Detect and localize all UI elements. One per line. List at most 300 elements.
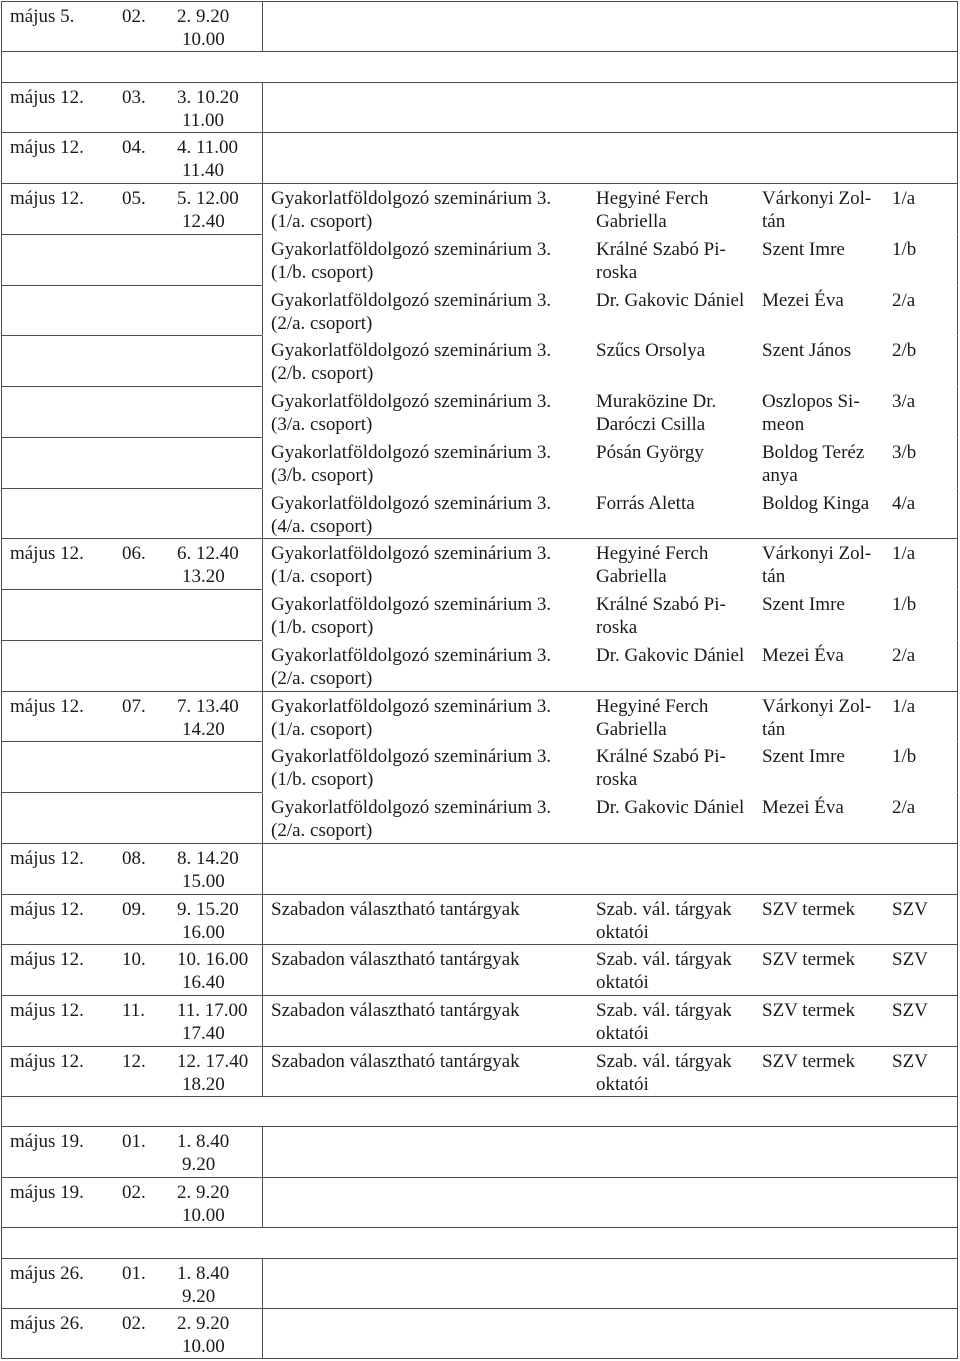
subject-cell	[262, 234, 590, 285]
date-cell	[1, 183, 116, 234]
schedule-row	[1, 1177, 958, 1228]
teacher-name-line: Dr. Gakovic Dániel	[596, 797, 745, 818]
subject-line: Szabadon választható tantárgyak	[271, 949, 520, 971]
schedule-row	[1, 792, 958, 843]
schedule-row	[1, 1126, 958, 1177]
room-cell	[755, 843, 885, 894]
subject-line: Gyakorlatföldolgozó szeminárium 3.	[271, 188, 552, 209]
group-label: 2/a	[892, 644, 916, 666]
group-label: 1/b	[892, 746, 917, 768]
group-label: 1/a	[892, 543, 916, 565]
time-range-line: 10.00	[182, 1336, 225, 1358]
period-cell	[116, 132, 171, 183]
group-cell	[885, 1177, 958, 1228]
room-cell	[755, 1, 885, 52]
date-label: május 19.	[10, 1131, 84, 1153]
subject-cell	[262, 843, 590, 894]
time-cell	[171, 1, 262, 52]
date-cell	[1, 1046, 116, 1097]
period-cell	[116, 589, 171, 640]
group-label: 2/a	[892, 797, 916, 818]
subject-line: Gyakorlatföldolgozó szeminárium 3.	[271, 238, 552, 260]
date-cell	[1, 1, 116, 52]
date-cell	[1, 538, 116, 589]
schedule-table	[1, 1, 958, 1359]
period-cell	[116, 1177, 171, 1228]
period-cell	[116, 1046, 171, 1097]
teacher-cell	[590, 285, 755, 336]
teacher-cell	[590, 82, 755, 133]
date-cell	[1, 234, 116, 285]
period-number: 12.	[122, 1050, 146, 1072]
subject-cell	[262, 1258, 590, 1309]
subject-cell	[262, 894, 590, 945]
time-cell	[171, 741, 262, 792]
subject-line: Gyakorlatföldolgozó szeminárium 3.	[271, 543, 552, 565]
room-cell	[755, 386, 885, 437]
time-range-line: 10.00	[182, 1205, 225, 1226]
time-range-line: 1. 8.40	[177, 1262, 230, 1284]
room-name-line: tán	[762, 566, 786, 588]
subject-cell	[262, 132, 590, 183]
time-range-line: 11. 17.00	[177, 1000, 248, 1021]
time-range-line: 4. 11.00	[177, 137, 239, 159]
period-cell	[116, 386, 171, 437]
room-cell	[755, 894, 885, 945]
teacher-name-line: oktatói	[596, 1023, 649, 1044]
time-range-line: 8. 14.20	[177, 847, 239, 869]
date-cell	[1, 1308, 116, 1359]
room-cell	[755, 132, 885, 183]
teacher-name-line: Králné Szabó Pi-	[596, 594, 726, 615]
subject-cell	[262, 437, 590, 488]
subject-line: (1/a. csoport)	[271, 566, 373, 588]
teacher-cell	[590, 1258, 755, 1309]
room-cell	[755, 1046, 885, 1097]
schedule-row	[1, 285, 958, 336]
time-cell	[171, 691, 262, 742]
room-name-line: Várkonyi Zol-	[762, 188, 872, 209]
group-cell	[885, 843, 958, 894]
room-cell	[755, 437, 885, 488]
teacher-name-line: Muraközine Dr.	[596, 391, 717, 412]
teacher-name-line: Szab. vál. tárgyak	[596, 898, 732, 920]
date-cell	[1, 944, 116, 995]
group-cell	[885, 1258, 958, 1309]
teacher-name-line: oktatói	[596, 921, 649, 943]
room-name-line: Mezei Éva	[762, 289, 844, 311]
teacher-name-line: roska	[596, 769, 638, 791]
schedule-row	[1, 386, 958, 437]
schedule-row	[1, 335, 958, 386]
teacher-name-line: Szab. vál. tárgyak	[596, 1050, 732, 1072]
period-cell	[116, 285, 171, 336]
period-cell	[116, 82, 171, 133]
time-cell	[171, 386, 262, 437]
period-number: 01.	[122, 1262, 146, 1284]
time-cell	[171, 437, 262, 488]
schedule-row	[1, 640, 958, 691]
date-cell	[1, 741, 116, 792]
time-range-line: 11.40	[182, 160, 225, 182]
subject-line: (1/a. csoport)	[271, 211, 373, 232]
period-number: 02.	[122, 6, 146, 27]
schedule-row	[1, 538, 958, 589]
room-name-line: SZV termek	[762, 949, 856, 971]
period-cell	[116, 944, 171, 995]
subject-cell	[262, 285, 590, 336]
subject-line: Gyakorlatföldolgozó szeminárium 3.	[271, 441, 552, 463]
group-cell	[885, 538, 958, 589]
group-cell	[885, 132, 958, 183]
subject-line: Gyakorlatföldolgozó szeminárium 3.	[271, 492, 552, 514]
teacher-cell	[590, 1126, 755, 1177]
period-number: 05.	[122, 188, 146, 209]
period-number: 11.	[122, 1000, 146, 1021]
date-label: május 12.	[10, 1050, 84, 1072]
schedule-row	[1, 589, 958, 640]
room-name-line: Oszlopos Si-	[762, 391, 860, 412]
group-label: 1/b	[892, 594, 917, 615]
period-number: 08.	[122, 847, 146, 869]
teacher-cell	[590, 437, 755, 488]
subject-cell	[262, 1, 590, 52]
subject-cell	[262, 335, 590, 386]
date-label: május 12.	[10, 949, 84, 971]
time-range-line: 12. 17.40	[177, 1050, 249, 1072]
subject-line: Gyakorlatföldolgozó szeminárium 3.	[271, 340, 552, 362]
room-cell	[755, 1177, 885, 1228]
room-name-line: SZV termek	[762, 1050, 856, 1072]
subject-line: (4/a. csoport)	[271, 515, 373, 537]
teacher-name-line: Hegyiné Ferch	[596, 695, 709, 717]
room-cell	[755, 183, 885, 234]
room-name-line: Várkonyi Zol-	[762, 543, 872, 565]
group-label: 1/b	[892, 238, 917, 260]
room-name-line: anya	[762, 464, 798, 486]
subject-cell	[262, 1046, 590, 1097]
date-label: május 12.	[10, 1000, 84, 1021]
schedule-row	[1, 183, 958, 234]
teacher-cell	[590, 132, 755, 183]
subject-cell	[262, 386, 590, 437]
date-label: május 12.	[10, 188, 84, 209]
teacher-name-line: Szűcs Orsolya	[596, 340, 706, 362]
subject-line: (1/b. csoport)	[271, 261, 374, 283]
subject-line: (2/a. csoport)	[271, 820, 373, 841]
teacher-name-line: Szab. vál. tárgyak	[596, 1000, 732, 1021]
room-cell	[755, 691, 885, 742]
date-label: május 19.	[10, 1182, 84, 1203]
group-label: SZV	[892, 1000, 928, 1021]
room-name-line: tán	[762, 211, 786, 232]
period-cell	[116, 488, 171, 539]
room-name-line: Mezei Éva	[762, 797, 844, 818]
date-cell	[1, 132, 116, 183]
room-cell	[755, 1308, 885, 1359]
group-cell	[885, 234, 958, 285]
schedule-row	[1, 132, 958, 183]
time-range-line: 7. 13.40	[177, 695, 239, 717]
period-cell	[116, 1, 171, 52]
schedule-row	[1, 437, 958, 488]
teacher-cell	[590, 538, 755, 589]
teacher-name-line: Forrás Aletta	[596, 492, 695, 514]
room-name-line: Várkonyi Zol-	[762, 695, 872, 717]
group-cell	[885, 335, 958, 386]
time-cell	[171, 944, 262, 995]
period-cell	[116, 437, 171, 488]
subject-line: Gyakorlatföldolgozó szeminárium 3.	[271, 695, 552, 717]
section-spacer	[1, 1228, 958, 1258]
subject-line: (2/b. csoport)	[271, 363, 374, 385]
subject-line: Gyakorlatföldolgozó szeminárium 3.	[271, 797, 552, 818]
time-cell	[171, 1258, 262, 1309]
time-range-line: 17.40	[182, 1023, 225, 1044]
group-cell	[885, 1046, 958, 1097]
schedule-row	[1, 1, 958, 52]
subject-cell	[262, 944, 590, 995]
date-cell	[1, 488, 116, 539]
date-label: május 12.	[10, 898, 84, 920]
group-cell	[885, 488, 958, 539]
teacher-cell	[590, 386, 755, 437]
period-cell	[116, 538, 171, 589]
period-cell	[116, 843, 171, 894]
teacher-cell	[590, 843, 755, 894]
time-cell	[171, 1046, 262, 1097]
date-cell	[1, 1177, 116, 1228]
teacher-name-line: Gabriella	[596, 718, 667, 740]
date-cell	[1, 691, 116, 742]
time-range-line: 2. 9.20	[177, 6, 230, 27]
time-range-line: 16.40	[182, 972, 225, 994]
time-cell	[171, 335, 262, 386]
period-number: 01.	[122, 1131, 146, 1153]
time-range-line: 10. 16.00	[177, 949, 249, 971]
time-range-line: 12.40	[182, 211, 225, 232]
room-cell	[755, 1258, 885, 1309]
time-range-line: 2. 9.20	[177, 1313, 230, 1335]
group-label: 3/b	[892, 441, 917, 463]
schedule-row	[1, 488, 958, 539]
schedule-row	[1, 1046, 958, 1097]
period-cell	[116, 995, 171, 1046]
time-range-line: 6. 12.40	[177, 543, 239, 565]
room-cell	[755, 995, 885, 1046]
group-label: SZV	[892, 898, 928, 920]
date-cell	[1, 1258, 116, 1309]
group-cell	[885, 589, 958, 640]
period-cell	[116, 1308, 171, 1359]
subject-line: Gyakorlatföldolgozó szeminárium 3.	[271, 289, 552, 311]
subject-cell	[262, 589, 590, 640]
schedule-row	[1, 1308, 958, 1359]
teacher-cell	[590, 335, 755, 386]
time-cell	[171, 995, 262, 1046]
teacher-name-line: Gabriella	[596, 211, 667, 232]
group-label: 2/a	[892, 289, 916, 311]
room-name-line: SZV termek	[762, 1000, 856, 1021]
time-cell	[171, 132, 262, 183]
date-cell	[1, 386, 116, 437]
room-cell	[755, 335, 885, 386]
room-cell	[755, 82, 885, 133]
room-cell	[755, 538, 885, 589]
room-cell	[755, 234, 885, 285]
time-cell	[171, 589, 262, 640]
group-label: 4/a	[892, 492, 916, 514]
subject-line: Gyakorlatföldolgozó szeminárium 3.	[271, 644, 552, 666]
group-cell	[885, 995, 958, 1046]
teacher-cell	[590, 995, 755, 1046]
subject-cell	[262, 1177, 590, 1228]
period-number: 07.	[122, 695, 146, 717]
time-cell	[171, 183, 262, 234]
group-cell	[885, 1308, 958, 1359]
teacher-cell	[590, 691, 755, 742]
subject-line: (2/a. csoport)	[271, 312, 373, 334]
period-cell	[116, 1258, 171, 1309]
group-cell	[885, 894, 958, 945]
date-label: május 5.	[10, 6, 75, 27]
time-range-line: 2. 9.20	[177, 1182, 230, 1203]
subject-line: (3/b. csoport)	[271, 464, 374, 486]
teacher-name-line: Hegyiné Ferch	[596, 188, 709, 209]
date-label: május 26.	[10, 1313, 84, 1335]
schedule-row	[1, 691, 958, 742]
subject-cell	[262, 691, 590, 742]
teacher-name-line: Dr. Gakovic Dániel	[596, 644, 745, 666]
period-cell	[116, 640, 171, 691]
group-cell	[885, 1126, 958, 1177]
teacher-name-line: Králné Szabó Pi-	[596, 746, 726, 768]
room-name-line: meon	[762, 414, 805, 435]
date-cell	[1, 640, 116, 691]
teacher-name-line: oktatói	[596, 1073, 649, 1095]
subject-line: Szabadon választható tantárgyak	[271, 1000, 520, 1021]
subject-line: Gyakorlatföldolgozó szeminárium 3.	[271, 391, 552, 412]
schedule-row	[1, 82, 958, 133]
room-cell	[755, 792, 885, 843]
group-cell	[885, 1, 958, 52]
period-number: 04.	[122, 137, 146, 159]
teacher-cell	[590, 741, 755, 792]
teacher-cell	[590, 1, 755, 52]
period-number: 03.	[122, 86, 146, 108]
room-name-line: Szent Imre	[762, 746, 845, 768]
time-range-line: 9.20	[182, 1285, 216, 1307]
subject-cell	[262, 1308, 590, 1359]
date-cell	[1, 437, 116, 488]
subject-line: Szabadon választható tantárgyak	[271, 1050, 520, 1072]
period-number: 02.	[122, 1182, 146, 1203]
period-cell	[116, 1126, 171, 1177]
teacher-name-line: Králné Szabó Pi-	[596, 238, 726, 260]
period-cell	[116, 894, 171, 945]
room-name-line: Szent János	[762, 340, 852, 362]
subject-cell	[262, 741, 590, 792]
date-label: május 12.	[10, 543, 84, 565]
subject-line: (1/b. csoport)	[271, 769, 374, 791]
group-cell	[885, 183, 958, 234]
group-label: SZV	[892, 1050, 928, 1072]
time-cell	[171, 894, 262, 945]
group-cell	[885, 285, 958, 336]
teacher-name-line: Dr. Gakovic Dániel	[596, 289, 745, 311]
time-range-line: 11.00	[182, 109, 225, 131]
room-cell	[755, 589, 885, 640]
room-name-line: Szent Imre	[762, 238, 845, 260]
time-range-line: 18.20	[182, 1073, 225, 1095]
time-range-line: 13.20	[182, 566, 225, 588]
room-cell	[755, 944, 885, 995]
room-cell	[755, 488, 885, 539]
teacher-name-line: oktatói	[596, 972, 649, 994]
subject-cell	[262, 640, 590, 691]
group-cell	[885, 741, 958, 792]
section-spacer	[1, 1097, 958, 1127]
room-name-line: Szent Imre	[762, 594, 845, 615]
teacher-cell	[590, 488, 755, 539]
group-label: 1/a	[892, 188, 916, 209]
subject-cell	[262, 792, 590, 843]
time-cell	[171, 843, 262, 894]
date-cell	[1, 589, 116, 640]
time-range-line: 10.00	[182, 29, 225, 50]
subject-cell	[262, 1126, 590, 1177]
schedule-row	[1, 995, 958, 1046]
period-cell	[116, 234, 171, 285]
teacher-name-line: Szab. vál. tárgyak	[596, 949, 732, 971]
time-cell	[171, 488, 262, 539]
group-cell	[885, 792, 958, 843]
schedule-row	[1, 944, 958, 995]
group-cell	[885, 640, 958, 691]
date-cell	[1, 82, 116, 133]
date-cell	[1, 285, 116, 336]
group-label: 1/a	[892, 695, 916, 717]
room-cell	[755, 285, 885, 336]
teacher-name-line: Pósán György	[596, 441, 704, 463]
schedule-row	[1, 843, 958, 894]
teacher-cell	[590, 183, 755, 234]
time-range-line: 15.00	[182, 870, 225, 892]
teacher-cell	[590, 894, 755, 945]
subject-cell	[262, 183, 590, 234]
room-name-line: Boldog Kinga	[762, 492, 870, 514]
subject-cell	[262, 488, 590, 539]
period-cell	[116, 691, 171, 742]
room-cell	[755, 1126, 885, 1177]
teacher-name-line: roska	[596, 617, 638, 638]
time-cell	[171, 792, 262, 843]
date-cell	[1, 335, 116, 386]
time-cell	[171, 82, 262, 133]
teacher-name-line: Hegyiné Ferch	[596, 543, 709, 565]
group-cell	[885, 82, 958, 133]
date-label: május 12.	[10, 695, 84, 717]
time-cell	[171, 234, 262, 285]
room-name-line: Boldog Teréz	[762, 441, 865, 463]
time-range-line: 9.20	[182, 1154, 216, 1176]
time-cell	[171, 1308, 262, 1359]
time-range-line: 3. 10.20	[177, 86, 239, 108]
date-cell	[1, 1126, 116, 1177]
subject-line: (1/b. csoport)	[271, 617, 374, 638]
teacher-cell	[590, 792, 755, 843]
subject-line: (1/a. csoport)	[271, 718, 373, 740]
